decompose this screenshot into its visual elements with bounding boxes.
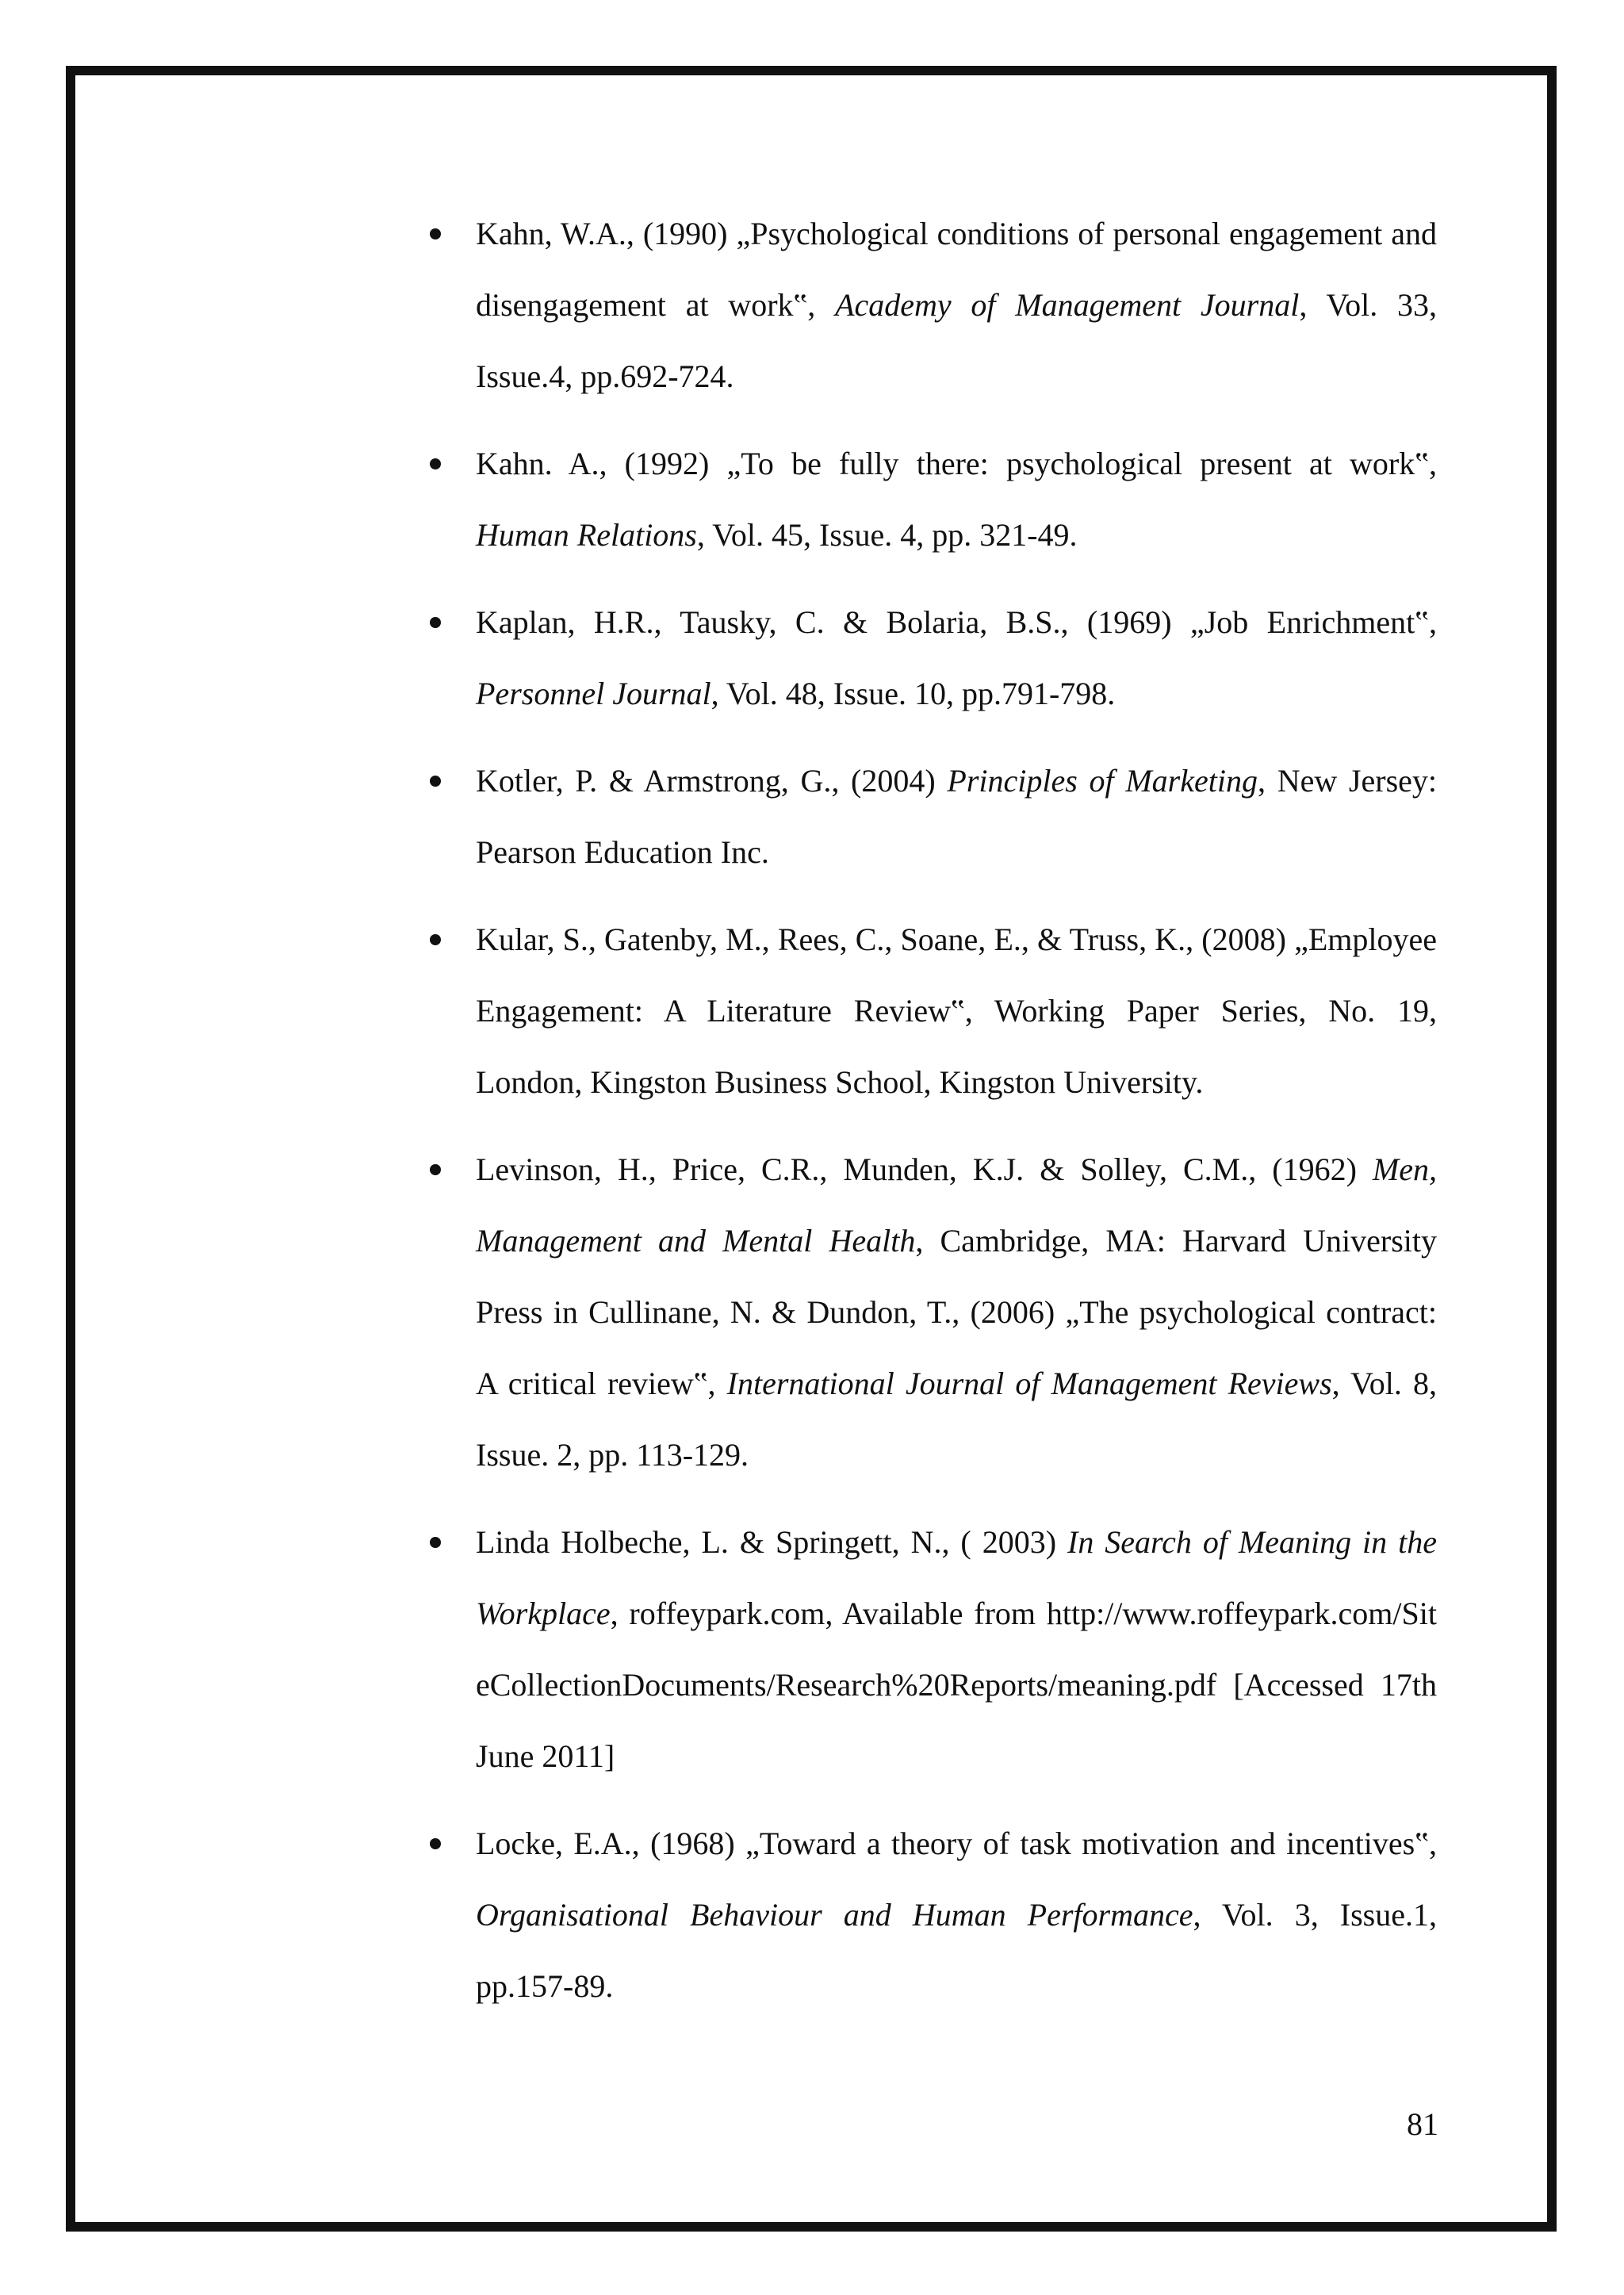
reference-list [476, 198, 1437, 2038]
reference-item: Kahn. A., (1992) „To be fully there: psychological present at work‟, Human Relations, Vol. 45, Issue. 4, pp. 321-49. [476, 428, 1437, 571]
page-number: 81 [1407, 2106, 1438, 2142]
reference-item: Linda Holbeche, L. & Springett, N., ( 2003) In Search of Meaning in the Workplace, roffeypark.com, Available from http://www.roffeypark.com/SiteCollectionDocuments/Research%20Reports/meaning.pdf [Accessed 17th June 2011] [476, 1507, 1437, 1792]
reference-item: Locke, E.A., (1968) „Toward a theory of task motivation and incentives‟, Organisational Behaviour and Human Performance, Vol. 3, Issue.1, pp.157-89. [476, 1808, 1437, 2022]
reference-item: Kahn, W.A., (1990) „Psychological conditions of personal engagement and disengagement at work‟, Academy of Management Journal, Vol. 33, Issue.4, pp.692-724. [476, 198, 1437, 412]
reference-item: Levinson, H., Price, C.R., Munden, K.J. & Solley, C.M., (1962) Men, Management and Mental Health, Cambridge, MA: Harvard University Press in Cullinane, N. & Dundon, T., (2006) „The psychological contract: A critical review‟, International Journal of Management Reviews, Vol. 8, Issue. 2, pp. 113-129. [476, 1134, 1437, 1491]
reference-item: Kular, S., Gatenby, M., Rees, C., Soane, E., & Truss, K., (2008) „Employee Engagement: A Literature Review‟, Working Paper Series, No. 19, London, Kingston Business School, Kingston University. [476, 904, 1437, 1118]
reference-item: Kaplan, H.R., Tausky, C. & Bolaria, B.S., (1969) „Job Enrichment‟, Personnel Journal, Vol. 48, Issue. 10, pp.791-798. [476, 587, 1437, 730]
reference-item: Kotler, P. & Armstrong, G., (2004) Principles of Marketing, New Jersey: Pearson Education Inc. [476, 745, 1437, 888]
